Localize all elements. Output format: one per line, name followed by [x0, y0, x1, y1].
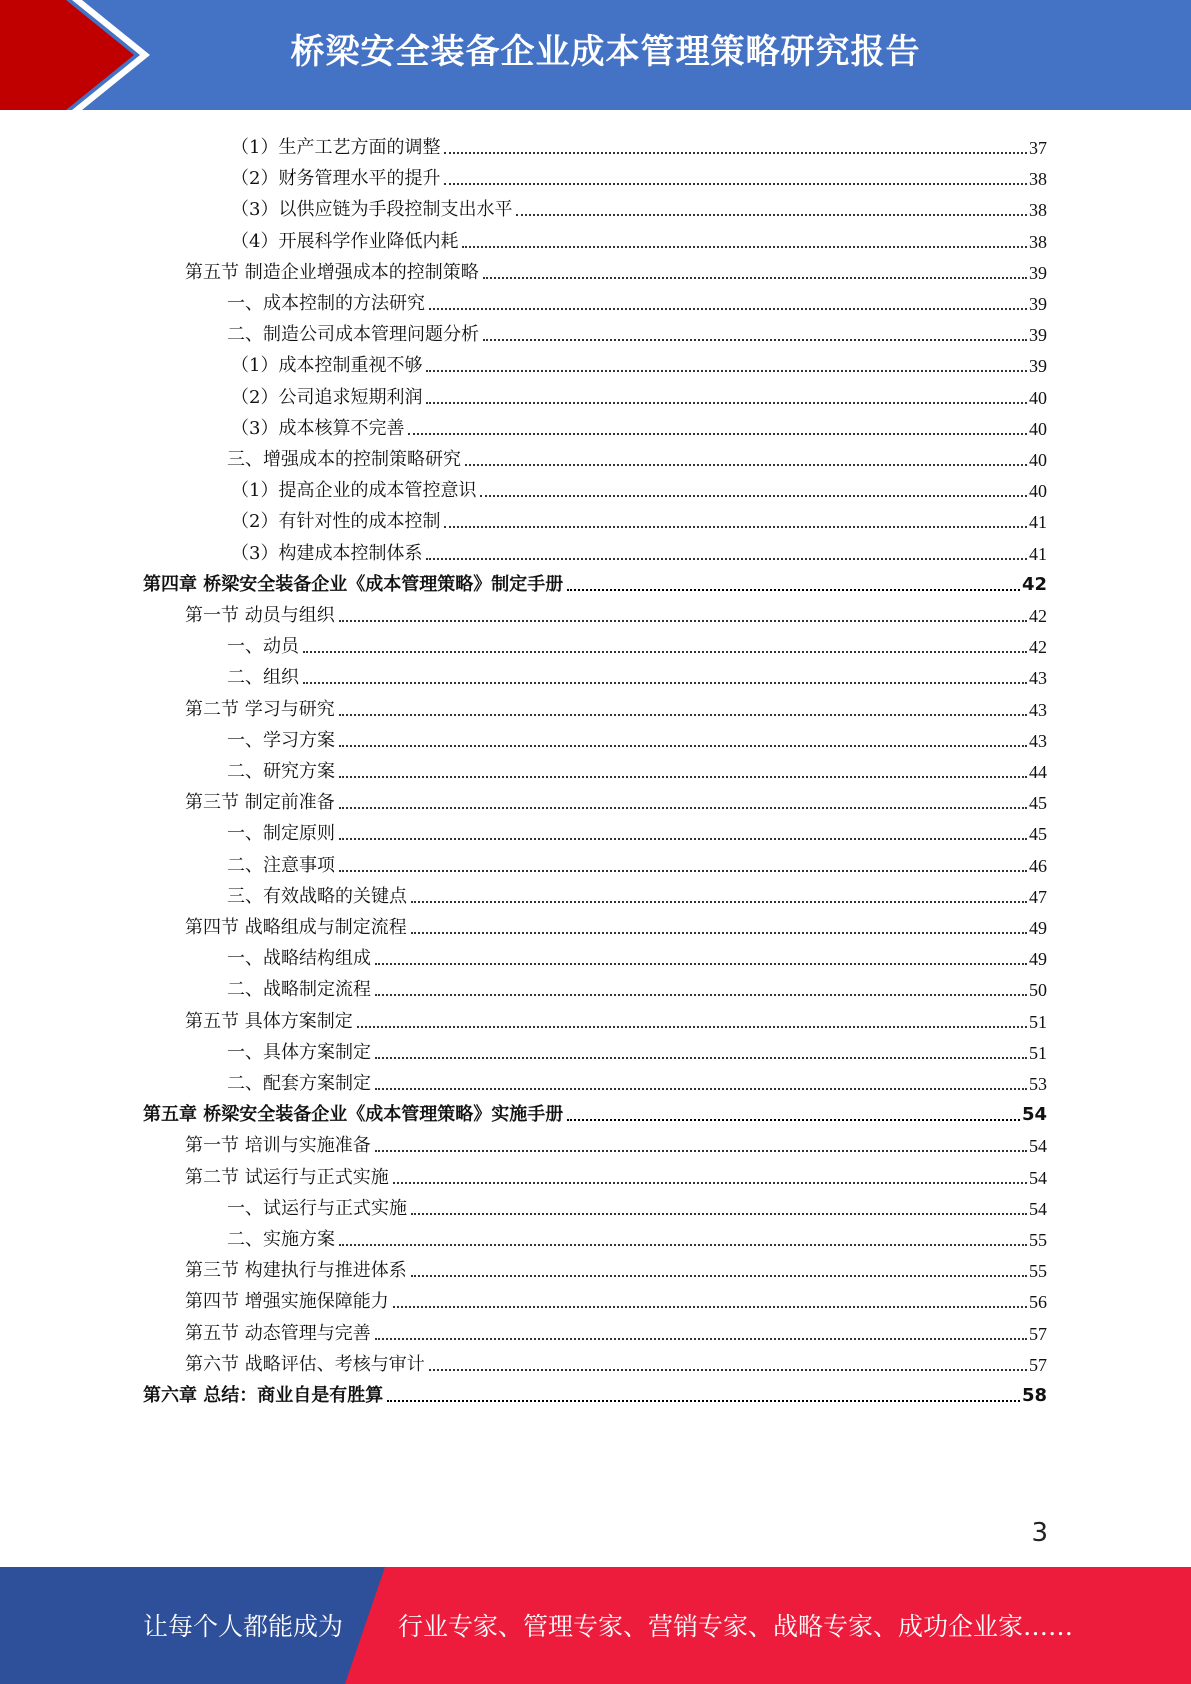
- toc-entry-title: 第五节 具体方案制定: [185, 1010, 353, 1032]
- toc-entry-page: 40: [1029, 481, 1047, 502]
- toc-entry-title: 二、配套方案制定: [227, 1073, 371, 1094]
- toc-entry-title: 第三节 制定前准备: [185, 792, 335, 814]
- toc-dot-leader: [429, 308, 1027, 310]
- toc-dot-leader: [516, 214, 1027, 216]
- toc-entry[interactable]: [185, 1282, 1047, 1313]
- toc-dot-leader: [444, 526, 1027, 528]
- toc-dot-leader: [375, 1338, 1027, 1340]
- toc-entry-title: （3）成本核算不完善: [231, 417, 405, 439]
- toc-entry-title: 第一节 培训与实施准备: [185, 1135, 371, 1157]
- toc-dot-leader: [411, 1275, 1027, 1277]
- toc-entry[interactable]: [227, 440, 1047, 471]
- toc-entry-page: 49: [1029, 918, 1047, 938]
- toc-dot-leader: [393, 1306, 1027, 1308]
- toc-entry-title: 第四节 战略组成与制定流程: [185, 917, 407, 938]
- toc-dot-leader: [426, 558, 1027, 560]
- toc-entry-page: 41: [1029, 543, 1047, 564]
- toc-entry-page: 49: [1029, 949, 1047, 970]
- footer-slogan-right: 行业专家、管理专家、营销专家、战略专家、成功企业家……: [398, 1612, 1074, 1641]
- toc-entry[interactable]: [227, 877, 1047, 908]
- toc-entry-title: 二、组织: [227, 667, 299, 689]
- toc-entry-title: （1）生产工艺方面的调整: [231, 137, 441, 158]
- toc-entry-page: 51: [1029, 1011, 1047, 1032]
- page-number: 3: [1031, 1518, 1048, 1548]
- toc-entry[interactable]: [231, 378, 1047, 409]
- toc-entry-title: （1）提高企业的成本管控意识: [231, 480, 477, 502]
- toc-entry-page: 39: [1029, 356, 1047, 377]
- toc-entry-page: 55: [1029, 1230, 1047, 1250]
- toc-entry[interactable]: [185, 783, 1047, 814]
- toc-entry-title: 一、成本控制的方法研究: [227, 293, 425, 314]
- toc-entry-title: 一、制定原则: [227, 823, 335, 845]
- toc-entry-title: 第三节 构建执行与推进体系: [185, 1260, 407, 1282]
- toc-entry-page: 41: [1029, 512, 1047, 533]
- toc-entry-page: 45: [1029, 793, 1047, 814]
- toc-dot-leader: [444, 183, 1027, 185]
- toc-dot-leader: [375, 963, 1027, 965]
- toc-entry[interactable]: [231, 534, 1047, 565]
- toc-dot-leader: [408, 433, 1027, 435]
- toc-entry-title: 第四章 桥梁安全装备企业《成本管理策略》制定手册: [143, 573, 564, 595]
- toc-entry[interactable]: [231, 128, 1047, 159]
- toc-entry-page: 43: [1029, 699, 1047, 720]
- toc-dot-leader: [375, 1088, 1027, 1090]
- toc-dot-leader: [387, 1400, 1020, 1402]
- toc-dot-leader: [339, 776, 1027, 778]
- toc-dot-leader: [429, 1369, 1027, 1371]
- toc-entry[interactable]: [231, 502, 1047, 533]
- toc-entry[interactable]: [185, 908, 1047, 939]
- toc-entry[interactable]: [185, 1158, 1047, 1189]
- toc-entry-page: 40: [1029, 450, 1047, 470]
- toc-entry[interactable]: [185, 1345, 1047, 1376]
- toc-dot-leader: [444, 152, 1027, 154]
- toc-dot-leader: [393, 1182, 1027, 1184]
- toc-chapter-entry[interactable]: [143, 1095, 1047, 1126]
- toc-entry-page: 50: [1029, 980, 1047, 1001]
- toc-entry[interactable]: [185, 1251, 1047, 1282]
- toc-entry[interactable]: [227, 939, 1047, 970]
- toc-entry-page: 39: [1029, 294, 1047, 314]
- toc-entry[interactable]: [185, 690, 1047, 721]
- toc-entry[interactable]: [231, 471, 1047, 502]
- toc-entry-title: 第六节 战略评估、考核与审计: [185, 1353, 425, 1375]
- toc-entry[interactable]: [227, 658, 1047, 689]
- toc-entry-page: 43: [1029, 730, 1047, 751]
- toc-entry[interactable]: [185, 1126, 1047, 1157]
- toc-entry-page: 42: [1029, 606, 1047, 626]
- toc-entry[interactable]: [227, 315, 1047, 346]
- toc-entry-title: 第五节 制造企业增强成本的控制策略: [185, 261, 479, 283]
- toc-entry-page: 39: [1029, 262, 1047, 283]
- toc-entry-title: （2）有针对性的成本控制: [231, 511, 441, 533]
- toc-dot-leader: [462, 246, 1027, 248]
- document-title: 桥梁安全装备企业成本管理策略研究报告: [290, 32, 921, 72]
- toc-entry[interactable]: [227, 814, 1047, 845]
- toc-dot-leader: [480, 495, 1027, 497]
- toc-entry-page: 57: [1029, 1354, 1047, 1375]
- toc-entry-page: 44: [1029, 762, 1047, 782]
- toc-entry[interactable]: [231, 159, 1047, 190]
- toc-entry[interactable]: [227, 1220, 1047, 1251]
- toc-entry-title: （2）财务管理水平的提升: [231, 168, 441, 190]
- toc-dot-leader: [357, 1026, 1027, 1028]
- toc-entry-title: 第四节 增强实施保障能力: [185, 1291, 389, 1313]
- toc-entry-title: 第二节 试运行与正式实施: [185, 1166, 389, 1188]
- toc-entry-page: 57: [1029, 1323, 1047, 1344]
- toc-entry-page: 54: [1021, 1104, 1047, 1126]
- toc-entry[interactable]: [227, 1033, 1047, 1064]
- toc-entry-title: 一、试运行与正式实施: [227, 1197, 407, 1219]
- toc-entry-page: 42: [1029, 637, 1047, 658]
- toc-entry[interactable]: [231, 409, 1047, 440]
- toc-entry-page: 54: [1029, 1136, 1047, 1157]
- toc-entry-title: 二、制造公司成本管理问题分析: [227, 324, 479, 346]
- toc-entry-title: 第六章 总结：商业自是有胜算: [143, 1385, 384, 1406]
- toc-dot-leader: [339, 870, 1027, 872]
- toc-dot-leader: [303, 651, 1027, 653]
- toc-entry-page: 58: [1021, 1385, 1047, 1406]
- toc-entry-title: 二、注意事项: [227, 854, 335, 876]
- toc-dot-leader: [375, 1150, 1027, 1152]
- toc-entry-page: 46: [1029, 855, 1047, 876]
- toc-dot-leader: [483, 339, 1027, 341]
- toc-dot-leader: [567, 1119, 1020, 1121]
- toc-dot-leader: [411, 1213, 1027, 1215]
- toc-entry[interactable]: [231, 346, 1047, 377]
- toc-entry-page: 54: [1029, 1198, 1047, 1219]
- toc-dot-leader: [339, 838, 1027, 840]
- toc-entry[interactable]: [185, 253, 1047, 284]
- toc-entry-title: （2）公司追求短期利润: [231, 386, 423, 408]
- toc-entry-title: 二、研究方案: [227, 761, 335, 782]
- toc-dot-leader: [426, 402, 1027, 404]
- toc-entry-title: （1）成本控制重视不够: [231, 355, 423, 377]
- toc-entry-page: 55: [1029, 1261, 1047, 1282]
- toc-entry-page: 37: [1029, 138, 1047, 158]
- toc-chapter-entry[interactable]: [143, 1376, 1047, 1407]
- toc-entry-page: 54: [1029, 1167, 1047, 1188]
- toc-entry-title: 一、战略结构组成: [227, 948, 371, 970]
- toc-entry-title: 三、有效战略的关键点: [227, 885, 407, 907]
- toc-dot-leader: [411, 932, 1027, 934]
- toc-entry-title: 三、增强成本的控制策略研究: [227, 449, 461, 470]
- toc-entry-title: 第五章 桥梁安全装备企业《成本管理策略》实施手册: [143, 1104, 564, 1126]
- toc-entry[interactable]: [227, 721, 1047, 752]
- toc-dot-leader: [411, 901, 1027, 903]
- toc-entry-title: 一、学习方案: [227, 729, 335, 751]
- toc-entry-page: 38: [1029, 231, 1047, 252]
- toc-dot-leader: [465, 464, 1027, 466]
- toc-entry-title: 一、动员: [227, 636, 299, 658]
- toc-dot-leader: [339, 745, 1027, 747]
- toc-entry-page: 38: [1029, 169, 1047, 190]
- toc-entry[interactable]: [185, 1002, 1047, 1033]
- toc-entry-page: 56: [1029, 1292, 1047, 1313]
- toc-dot-leader: [375, 1057, 1027, 1059]
- toc-entry-title: （3）以供应链为手段控制支出水平: [231, 199, 513, 221]
- toc-entry-title: 二、战略制定流程: [227, 979, 371, 1001]
- toc-entry-page: 51: [1029, 1042, 1047, 1063]
- toc-entry-page: 39: [1029, 325, 1047, 346]
- toc-entry[interactable]: [227, 1064, 1047, 1095]
- toc-dot-leader: [483, 277, 1027, 279]
- toc-entry[interactable]: [227, 627, 1047, 658]
- toc-entry-page: 40: [1029, 387, 1047, 408]
- toc-entry-page: 43: [1029, 668, 1047, 689]
- toc-dot-leader: [426, 370, 1027, 372]
- toc-dot-leader: [375, 994, 1027, 996]
- toc-entry[interactable]: [227, 970, 1047, 1001]
- toc-entry[interactable]: [231, 222, 1047, 253]
- toc-entry-title: 一、具体方案制定: [227, 1041, 371, 1063]
- toc-dot-leader: [567, 589, 1020, 591]
- toc-entry-title: （3）构建成本控制体系: [231, 542, 423, 564]
- footer-slogan-left: 让每个人都能成为: [143, 1612, 344, 1641]
- toc-chapter-entry[interactable]: [143, 565, 1047, 596]
- toc-dot-leader: [339, 1244, 1027, 1246]
- toc-entry-page: 47: [1029, 886, 1047, 907]
- toc-entry-page: 40: [1029, 418, 1047, 439]
- toc-entry-title: 第二节 学习与研究: [185, 698, 335, 720]
- page-header: [0, 0, 1191, 110]
- toc-entry[interactable]: [227, 284, 1047, 315]
- toc-entry[interactable]: [227, 846, 1047, 877]
- toc-entry-page: 38: [1029, 200, 1047, 221]
- toc-dot-leader: [303, 682, 1027, 684]
- toc-entry-title: 第五节 动态管理与完善: [185, 1322, 371, 1344]
- toc-entry[interactable]: [185, 1314, 1047, 1345]
- toc-entry-page: 45: [1029, 824, 1047, 845]
- toc-entry-page: 42: [1021, 573, 1047, 595]
- toc-dot-leader: [339, 620, 1027, 622]
- toc-entry-title: 第一节 动员与组织: [185, 605, 335, 626]
- toc-entry[interactable]: [227, 1189, 1047, 1220]
- toc-dot-leader: [339, 807, 1027, 809]
- toc-entry-page: 53: [1029, 1074, 1047, 1094]
- toc-entry[interactable]: [185, 596, 1047, 627]
- toc-dot-leader: [339, 714, 1027, 716]
- toc-entry[interactable]: [227, 752, 1047, 783]
- toc-entry-title: 二、实施方案: [227, 1229, 335, 1250]
- toc-entry-title: （4）开展科学作业降低内耗: [231, 230, 459, 252]
- toc-entry[interactable]: [231, 190, 1047, 221]
- page-footer: [0, 1567, 1191, 1684]
